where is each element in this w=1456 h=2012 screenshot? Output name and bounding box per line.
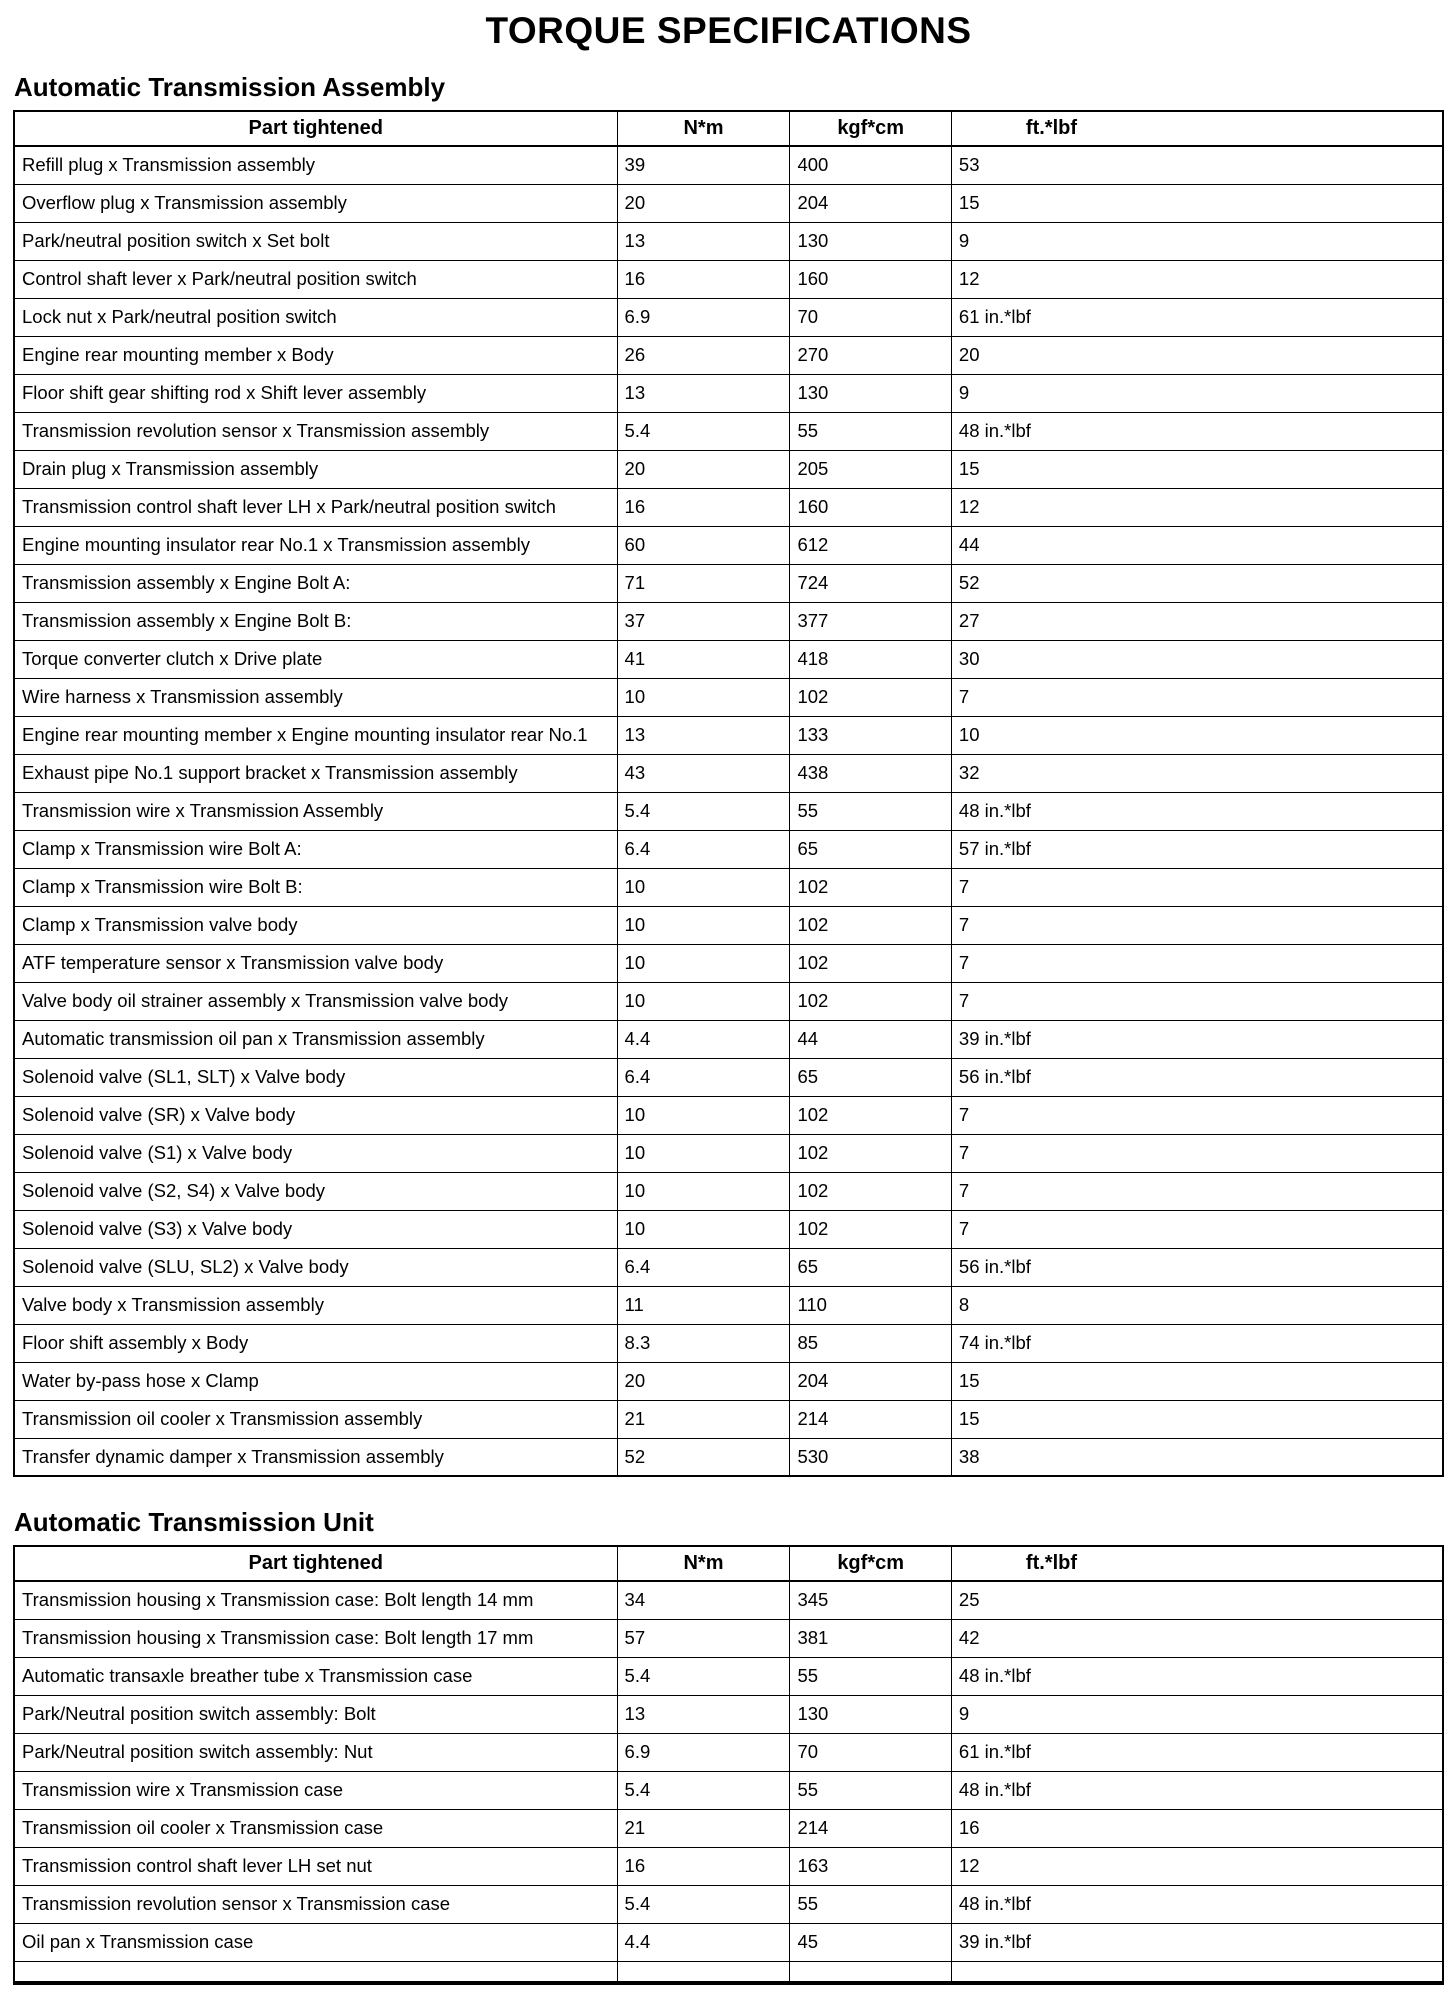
value-cell-ftlbf: 7 [951, 944, 1443, 982]
column-header-ftlbf: ft.*lbf [951, 111, 1443, 146]
value-cell-ftlbf: 48 in.*lbf [951, 792, 1443, 830]
part-cell: Automatic transaxle breather tube x Transmission case [14, 1657, 617, 1695]
value-cell-nm: 43 [617, 754, 790, 792]
partial-row [14, 1961, 1443, 1983]
value-cell-nm: 52 [617, 1438, 790, 1476]
value-cell-nm: 10 [617, 982, 790, 1020]
value-cell-ftlbf: 7 [951, 1210, 1443, 1248]
value-cell-nm: 5.4 [617, 792, 790, 830]
torque-table-unit [13, 1545, 1444, 1985]
value-cell-nm: 20 [617, 184, 790, 222]
part-cell: Valve body oil strainer assembly x Transmission valve body [14, 982, 617, 1020]
table-row [14, 184, 1443, 222]
column-header-part: Part tightened [14, 111, 617, 146]
value-cell-ftlbf: 61 in.*lbf [951, 298, 1443, 336]
part-cell: ATF temperature sensor x Transmission valve body [14, 944, 617, 982]
value-cell-ftlbf: 44 [951, 526, 1443, 564]
column-header-part: Part tightened [14, 1546, 617, 1581]
part-cell: Transmission control shaft lever LH x Park/neutral position switch [14, 488, 617, 526]
value-cell-nm: 4.4 [617, 1923, 790, 1961]
value-cell-kgfcm: 102 [790, 868, 951, 906]
table-row [14, 374, 1443, 412]
table-row [14, 1286, 1443, 1324]
partial-cell [14, 1961, 617, 1983]
section-automatic-transmission-assembly [13, 72, 1444, 1477]
table-row [14, 260, 1443, 298]
value-cell-ftlbf: 48 in.*lbf [951, 412, 1443, 450]
part-cell: Solenoid valve (SR) x Valve body [14, 1096, 617, 1134]
value-cell-kgfcm: 530 [790, 1438, 951, 1476]
part-cell: Solenoid valve (S3) x Valve body [14, 1210, 617, 1248]
part-cell: Transmission oil cooler x Transmission assembly [14, 1400, 617, 1438]
table-row [14, 1020, 1443, 1058]
column-header-kgfcm: kgf*cm [790, 111, 951, 146]
value-cell-ftlbf: 15 [951, 184, 1443, 222]
value-cell-kgfcm: 55 [790, 1885, 951, 1923]
value-cell-ftlbf: 48 in.*lbf [951, 1657, 1443, 1695]
table-row [14, 1172, 1443, 1210]
part-cell: Transmission housing x Transmission case: Bolt length 17 mm [14, 1619, 617, 1657]
value-cell-ftlbf: 12 [951, 260, 1443, 298]
partial-cell [617, 1961, 790, 1983]
table-row [14, 716, 1443, 754]
value-cell-nm: 39 [617, 146, 790, 184]
value-cell-kgfcm: 102 [790, 678, 951, 716]
value-cell-kgfcm: 214 [790, 1400, 951, 1438]
table-row [14, 336, 1443, 374]
value-cell-ftlbf: 7 [951, 678, 1443, 716]
part-cell: Automatic transmission oil pan x Transmission assembly [14, 1020, 617, 1058]
value-cell-kgfcm: 214 [790, 1809, 951, 1847]
document-title: TORQUE SPECIFICATIONS [485, 10, 972, 51]
part-cell: Park/neutral position switch x Set bolt [14, 222, 617, 260]
part-cell: Control shaft lever x Park/neutral position switch [14, 260, 617, 298]
value-cell-nm: 16 [617, 260, 790, 298]
value-cell-nm: 6.4 [617, 1058, 790, 1096]
value-cell-kgfcm: 102 [790, 1210, 951, 1248]
table-row [14, 526, 1443, 564]
value-cell-ftlbf: 7 [951, 1172, 1443, 1210]
part-cell: Engine rear mounting member x Engine mounting insulator rear No.1 [14, 716, 617, 754]
part-cell: Refill plug x Transmission assembly [14, 146, 617, 184]
section-heading-unit: Automatic Transmission Unit [14, 1507, 374, 1537]
value-cell-kgfcm: 204 [790, 1362, 951, 1400]
part-cell: Solenoid valve (S1) x Valve body [14, 1134, 617, 1172]
table-row [14, 146, 1443, 184]
value-cell-nm: 13 [617, 222, 790, 260]
value-cell-kgfcm: 102 [790, 1096, 951, 1134]
table-row [14, 1324, 1443, 1362]
value-cell-nm: 37 [617, 602, 790, 640]
table-row [14, 1210, 1443, 1248]
value-cell-ftlbf: 8 [951, 1286, 1443, 1324]
table-row [14, 488, 1443, 526]
value-cell-kgfcm: 110 [790, 1286, 951, 1324]
value-cell-ftlbf: 7 [951, 1134, 1443, 1172]
value-cell-kgfcm: 65 [790, 1058, 951, 1096]
value-cell-kgfcm: 270 [790, 336, 951, 374]
column-header-kgfcm: kgf*cm [790, 1546, 951, 1581]
value-cell-kgfcm: 163 [790, 1847, 951, 1885]
value-cell-nm: 13 [617, 1695, 790, 1733]
value-cell-nm: 10 [617, 1134, 790, 1172]
value-cell-ftlbf: 39 in.*lbf [951, 1923, 1443, 1961]
torque-table-assembly [13, 110, 1444, 1477]
table-row [14, 678, 1443, 716]
part-cell: Park/Neutral position switch assembly: Bolt [14, 1695, 617, 1733]
value-cell-nm: 4.4 [617, 1020, 790, 1058]
value-cell-kgfcm: 102 [790, 944, 951, 982]
value-cell-kgfcm: 400 [790, 146, 951, 184]
value-cell-ftlbf: 48 in.*lbf [951, 1885, 1443, 1923]
part-cell: Transmission housing x Transmission case: Bolt length 14 mm [14, 1581, 617, 1619]
value-cell-kgfcm: 345 [790, 1581, 951, 1619]
value-cell-kgfcm: 65 [790, 830, 951, 868]
value-cell-kgfcm: 133 [790, 716, 951, 754]
header-row [14, 1546, 1443, 1581]
value-cell-nm: 5.4 [617, 1771, 790, 1809]
value-cell-nm: 11 [617, 1286, 790, 1324]
value-cell-nm: 10 [617, 1096, 790, 1134]
value-cell-ftlbf: 12 [951, 488, 1443, 526]
value-cell-kgfcm: 205 [790, 450, 951, 488]
table-row [14, 450, 1443, 488]
value-cell-ftlbf: 56 in.*lbf [951, 1058, 1443, 1096]
value-cell-kgfcm: 70 [790, 1733, 951, 1771]
value-cell-nm: 5.4 [617, 412, 790, 450]
value-cell-ftlbf: 10 [951, 716, 1443, 754]
value-cell-nm: 6.9 [617, 298, 790, 336]
part-cell: Transmission oil cooler x Transmission case [14, 1809, 617, 1847]
value-cell-nm: 16 [617, 1847, 790, 1885]
value-cell-ftlbf: 30 [951, 640, 1443, 678]
value-cell-kgfcm: 45 [790, 1923, 951, 1961]
value-cell-ftlbf: 15 [951, 1362, 1443, 1400]
value-cell-ftlbf: 16 [951, 1809, 1443, 1847]
table-row [14, 1771, 1443, 1809]
value-cell-nm: 10 [617, 1210, 790, 1248]
value-cell-ftlbf: 9 [951, 1695, 1443, 1733]
part-cell: Water by-pass hose x Clamp [14, 1362, 617, 1400]
value-cell-kgfcm: 55 [790, 1657, 951, 1695]
value-cell-nm: 10 [617, 868, 790, 906]
table-row [14, 222, 1443, 260]
value-cell-nm: 20 [617, 1362, 790, 1400]
part-cell: Overflow plug x Transmission assembly [14, 184, 617, 222]
table-row [14, 1885, 1443, 1923]
table-row [14, 1134, 1443, 1172]
value-cell-nm: 26 [617, 336, 790, 374]
value-cell-ftlbf: 53 [951, 146, 1443, 184]
value-cell-ftlbf: 52 [951, 564, 1443, 602]
value-cell-ftlbf: 15 [951, 450, 1443, 488]
value-cell-kgfcm: 381 [790, 1619, 951, 1657]
table-row [14, 1248, 1443, 1286]
part-cell: Wire harness x Transmission assembly [14, 678, 617, 716]
part-cell: Solenoid valve (SL1, SLT) x Valve body [14, 1058, 617, 1096]
value-cell-ftlbf: 9 [951, 374, 1443, 412]
part-cell: Engine mounting insulator rear No.1 x Transmission assembly [14, 526, 617, 564]
value-cell-kgfcm: 55 [790, 1771, 951, 1809]
table-row [14, 1923, 1443, 1961]
table-row [14, 792, 1443, 830]
part-cell: Clamp x Transmission valve body [14, 906, 617, 944]
part-cell: Solenoid valve (S2, S4) x Valve body [14, 1172, 617, 1210]
part-cell: Transmission assembly x Engine Bolt B: [14, 602, 617, 640]
value-cell-ftlbf: 56 in.*lbf [951, 1248, 1443, 1286]
value-cell-kgfcm: 130 [790, 1695, 951, 1733]
value-cell-kgfcm: 377 [790, 602, 951, 640]
value-cell-kgfcm: 55 [790, 412, 951, 450]
part-cell: Torque converter clutch x Drive plate [14, 640, 617, 678]
value-cell-kgfcm: 55 [790, 792, 951, 830]
table-row [14, 1619, 1443, 1657]
value-cell-ftlbf: 7 [951, 1096, 1443, 1134]
value-cell-kgfcm: 204 [790, 184, 951, 222]
table-row [14, 982, 1443, 1020]
part-cell: Transmission revolution sensor x Transmission assembly [14, 412, 617, 450]
value-cell-nm: 6.4 [617, 830, 790, 868]
partial-cell [951, 1961, 1443, 1983]
part-cell: Transmission assembly x Engine Bolt A: [14, 564, 617, 602]
table-row [14, 754, 1443, 792]
value-cell-ftlbf: 15 [951, 1400, 1443, 1438]
table-row [14, 564, 1443, 602]
section-automatic-transmission-unit [13, 1507, 1444, 1985]
value-cell-nm: 10 [617, 906, 790, 944]
value-cell-ftlbf: 7 [951, 906, 1443, 944]
value-cell-ftlbf: 27 [951, 602, 1443, 640]
value-cell-kgfcm: 102 [790, 982, 951, 1020]
part-cell: Valve body x Transmission assembly [14, 1286, 617, 1324]
value-cell-nm: 8.3 [617, 1324, 790, 1362]
part-cell: Transmission revolution sensor x Transmission case [14, 1885, 617, 1923]
part-cell: Floor shift assembly x Body [14, 1324, 617, 1362]
table-row [14, 1362, 1443, 1400]
value-cell-ftlbf: 39 in.*lbf [951, 1020, 1443, 1058]
table-row [14, 1438, 1443, 1476]
column-header-ftlbf: ft.*lbf [951, 1546, 1443, 1581]
value-cell-ftlbf: 7 [951, 982, 1443, 1020]
value-cell-ftlbf: 74 in.*lbf [951, 1324, 1443, 1362]
table-row [14, 1400, 1443, 1438]
value-cell-kgfcm: 70 [790, 298, 951, 336]
value-cell-ftlbf: 61 in.*lbf [951, 1733, 1443, 1771]
value-cell-nm: 21 [617, 1400, 790, 1438]
value-cell-ftlbf: 9 [951, 222, 1443, 260]
part-cell: Engine rear mounting member x Body [14, 336, 617, 374]
value-cell-nm: 5.4 [617, 1657, 790, 1695]
part-cell: Exhaust pipe No.1 support bracket x Transmission assembly [14, 754, 617, 792]
value-cell-nm: 10 [617, 944, 790, 982]
table-row [14, 602, 1443, 640]
value-cell-nm: 57 [617, 1619, 790, 1657]
value-cell-nm: 34 [617, 1581, 790, 1619]
section-heading-assembly: Automatic Transmission Assembly [14, 72, 446, 102]
value-cell-nm: 16 [617, 488, 790, 526]
value-cell-kgfcm: 418 [790, 640, 951, 678]
value-cell-ftlbf: 12 [951, 1847, 1443, 1885]
value-cell-nm: 10 [617, 1172, 790, 1210]
part-cell: Transmission control shaft lever LH set nut [14, 1847, 617, 1885]
value-cell-kgfcm: 85 [790, 1324, 951, 1362]
part-cell: Floor shift gear shifting rod x Shift lever assembly [14, 374, 617, 412]
table-row [14, 640, 1443, 678]
value-cell-nm: 6.9 [617, 1733, 790, 1771]
column-header-nm: N*m [617, 1546, 790, 1581]
part-cell: Lock nut x Park/neutral position switch [14, 298, 617, 336]
value-cell-ftlbf: 20 [951, 336, 1443, 374]
partial-cell [790, 1961, 951, 1983]
value-cell-nm: 13 [617, 716, 790, 754]
part-cell: Clamp x Transmission wire Bolt A: [14, 830, 617, 868]
table-row [14, 868, 1443, 906]
value-cell-ftlbf: 25 [951, 1581, 1443, 1619]
value-cell-ftlbf: 32 [951, 754, 1443, 792]
table-row [14, 1058, 1443, 1096]
value-cell-kgfcm: 612 [790, 526, 951, 564]
table-row [14, 1657, 1443, 1695]
value-cell-nm: 20 [617, 450, 790, 488]
value-cell-kgfcm: 102 [790, 906, 951, 944]
value-cell-nm: 60 [617, 526, 790, 564]
value-cell-nm: 71 [617, 564, 790, 602]
value-cell-nm: 6.4 [617, 1248, 790, 1286]
value-cell-nm: 21 [617, 1809, 790, 1847]
value-cell-ftlbf: 57 in.*lbf [951, 830, 1443, 868]
table-row [14, 412, 1443, 450]
value-cell-nm: 13 [617, 374, 790, 412]
part-cell: Park/Neutral position switch assembly: Nut [14, 1733, 617, 1771]
value-cell-kgfcm: 102 [790, 1134, 951, 1172]
part-cell: Oil pan x Transmission case [14, 1923, 617, 1961]
value-cell-kgfcm: 130 [790, 222, 951, 260]
table-row [14, 1847, 1443, 1885]
value-cell-kgfcm: 438 [790, 754, 951, 792]
value-cell-kgfcm: 160 [790, 488, 951, 526]
value-cell-kgfcm: 130 [790, 374, 951, 412]
value-cell-ftlbf: 48 in.*lbf [951, 1771, 1443, 1809]
part-cell: Transfer dynamic damper x Transmission assembly [14, 1438, 617, 1476]
header-row [14, 111, 1443, 146]
value-cell-nm: 10 [617, 678, 790, 716]
table-row [14, 1809, 1443, 1847]
value-cell-ftlbf: 42 [951, 1619, 1443, 1657]
table-row [14, 906, 1443, 944]
part-cell: Clamp x Transmission wire Bolt B: [14, 868, 617, 906]
table-row [14, 1096, 1443, 1134]
column-header-nm: N*m [617, 111, 790, 146]
value-cell-kgfcm: 724 [790, 564, 951, 602]
table-row [14, 830, 1443, 868]
table-row [14, 1695, 1443, 1733]
value-cell-nm: 41 [617, 640, 790, 678]
value-cell-nm: 5.4 [617, 1885, 790, 1923]
table-row [14, 298, 1443, 336]
part-cell: Transmission wire x Transmission Assembly [14, 792, 617, 830]
value-cell-kgfcm: 102 [790, 1172, 951, 1210]
part-cell: Transmission wire x Transmission case [14, 1771, 617, 1809]
part-cell: Drain plug x Transmission assembly [14, 450, 617, 488]
value-cell-ftlbf: 38 [951, 1438, 1443, 1476]
table-row [14, 1733, 1443, 1771]
table-row [14, 1581, 1443, 1619]
value-cell-kgfcm: 44 [790, 1020, 951, 1058]
table-row [14, 944, 1443, 982]
value-cell-kgfcm: 65 [790, 1248, 951, 1286]
value-cell-kgfcm: 160 [790, 260, 951, 298]
value-cell-ftlbf: 7 [951, 868, 1443, 906]
part-cell: Solenoid valve (SLU, SL2) x Valve body [14, 1248, 617, 1286]
